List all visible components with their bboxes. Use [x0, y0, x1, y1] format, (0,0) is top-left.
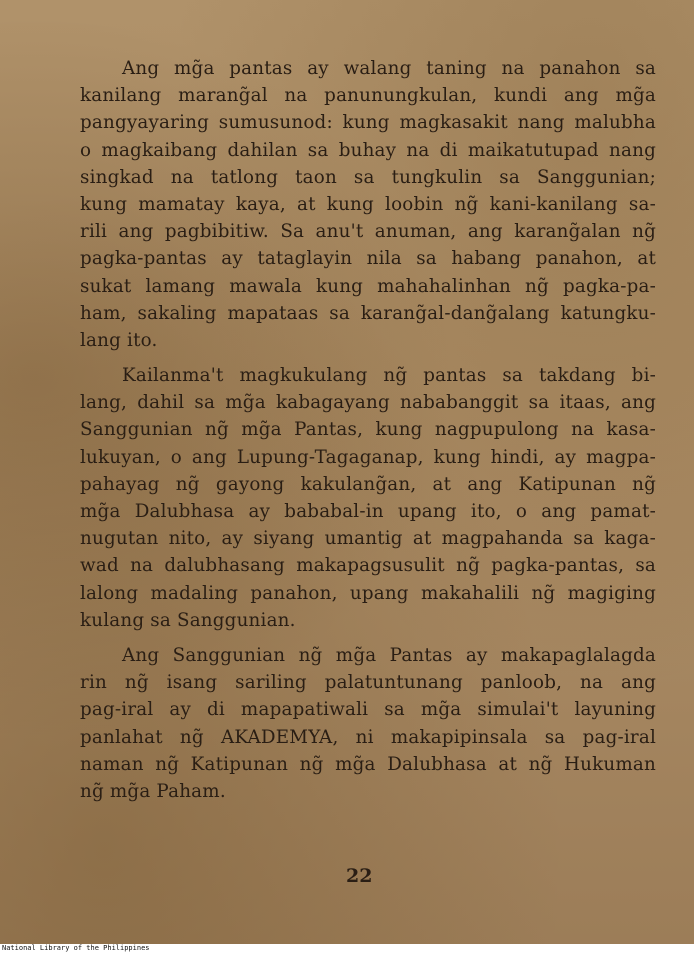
- text-line: kanilang marang̃al na panunungkulan, kundi ang mg̃a: [80, 85, 656, 107]
- text-line: lalong madaling panahon, upang makahalili ng̃ magiging: [80, 582, 656, 604]
- text-line: kung mamatay kaya, at kung loobin ng̃ kani-kanilang sa-: [80, 193, 656, 215]
- text-line: mg̃a Dalubhasa ay bababal-in upang ito, o ang pamat-: [80, 501, 656, 522]
- paragraph-1: [80, 55, 656, 354]
- library-footer: National Library of the Philippines: [2, 944, 150, 952]
- text-line: rin ng̃ isang sariling palatuntunang panloob, na ang: [80, 672, 656, 694]
- text-line: pag-iral ay di mapapatiwali sa mg̃a simulai't layuning: [80, 699, 656, 721]
- text-line: panlahat ng̃ AKADEMYA, ni makapipinsala sa pag-iral: [80, 726, 656, 748]
- paragraph-gap: [80, 354, 656, 362]
- text-line: lang ito.: [80, 329, 158, 351]
- text-line: ng̃ mg̃a Paham.: [80, 780, 226, 802]
- paragraph-3: [80, 642, 656, 805]
- text-line: kulang sa Sanggunian.: [80, 609, 296, 631]
- text-line: Ang Sanggunian ng̃ mg̃a Pantas ay makapaglalagda: [122, 644, 656, 666]
- text-line: sukat lamang mawala kung mahahalinhan ng̃ pagka-pa-: [80, 275, 656, 297]
- text-line: lang, dahil sa mg̃a kabagayang nababanggit sa itaas, ang: [80, 392, 656, 414]
- text-line: nugutan nito, ay siyang umantig at magpahanda sa kaga-: [80, 528, 656, 550]
- text-line: Sanggunian ng̃ mg̃a Pantas, kung nagpupulong na kasa-: [80, 419, 656, 441]
- paragraph-gap: [80, 634, 656, 642]
- text-line: lukuyan, o ang Lupung-Tagaganap, kung hindi, ay magpa-: [80, 446, 656, 468]
- text-line: pahayag ng̃ gayong kakulang̃an, at ang Katipunan ng̃: [80, 473, 656, 495]
- text-line: wad na dalubhasang makapagsusulit ng̃ pagka-pantas, sa: [80, 555, 656, 577]
- text-line: pangyayaring sumusunod: kung magkasakit nang malubha: [80, 112, 656, 134]
- paragraph-2: [80, 362, 656, 634]
- text-line: rili ang pagbibitiw. Sa anu't anuman, ang karang̃alan ng̃: [80, 221, 656, 243]
- text-line: pagka-pantas ay tataglayin nila sa habang panahon, at: [80, 248, 656, 270]
- text-line: Kailanma't magkukulang ng̃ pantas sa takdang bi-: [122, 365, 656, 387]
- text-line: Ang mg̃a pantas ay walang taning na panahon sa: [122, 58, 656, 79]
- text-line: ham, sakaling mapataas sa karang̃al-dang̃alang katungku-: [80, 302, 656, 324]
- text-line: o magkaibang dahilan sa buhay na di maikatutupad nang: [80, 139, 656, 161]
- text-line: naman ng̃ Katipunan ng̃ mg̃a Dalubhasa at ng̃ Hukuman: [80, 753, 656, 775]
- text-line: singkad na tatlong taon sa tungkulin sa Sanggunian;: [80, 166, 656, 188]
- body-text: [80, 55, 656, 805]
- page-number: 22: [346, 865, 373, 887]
